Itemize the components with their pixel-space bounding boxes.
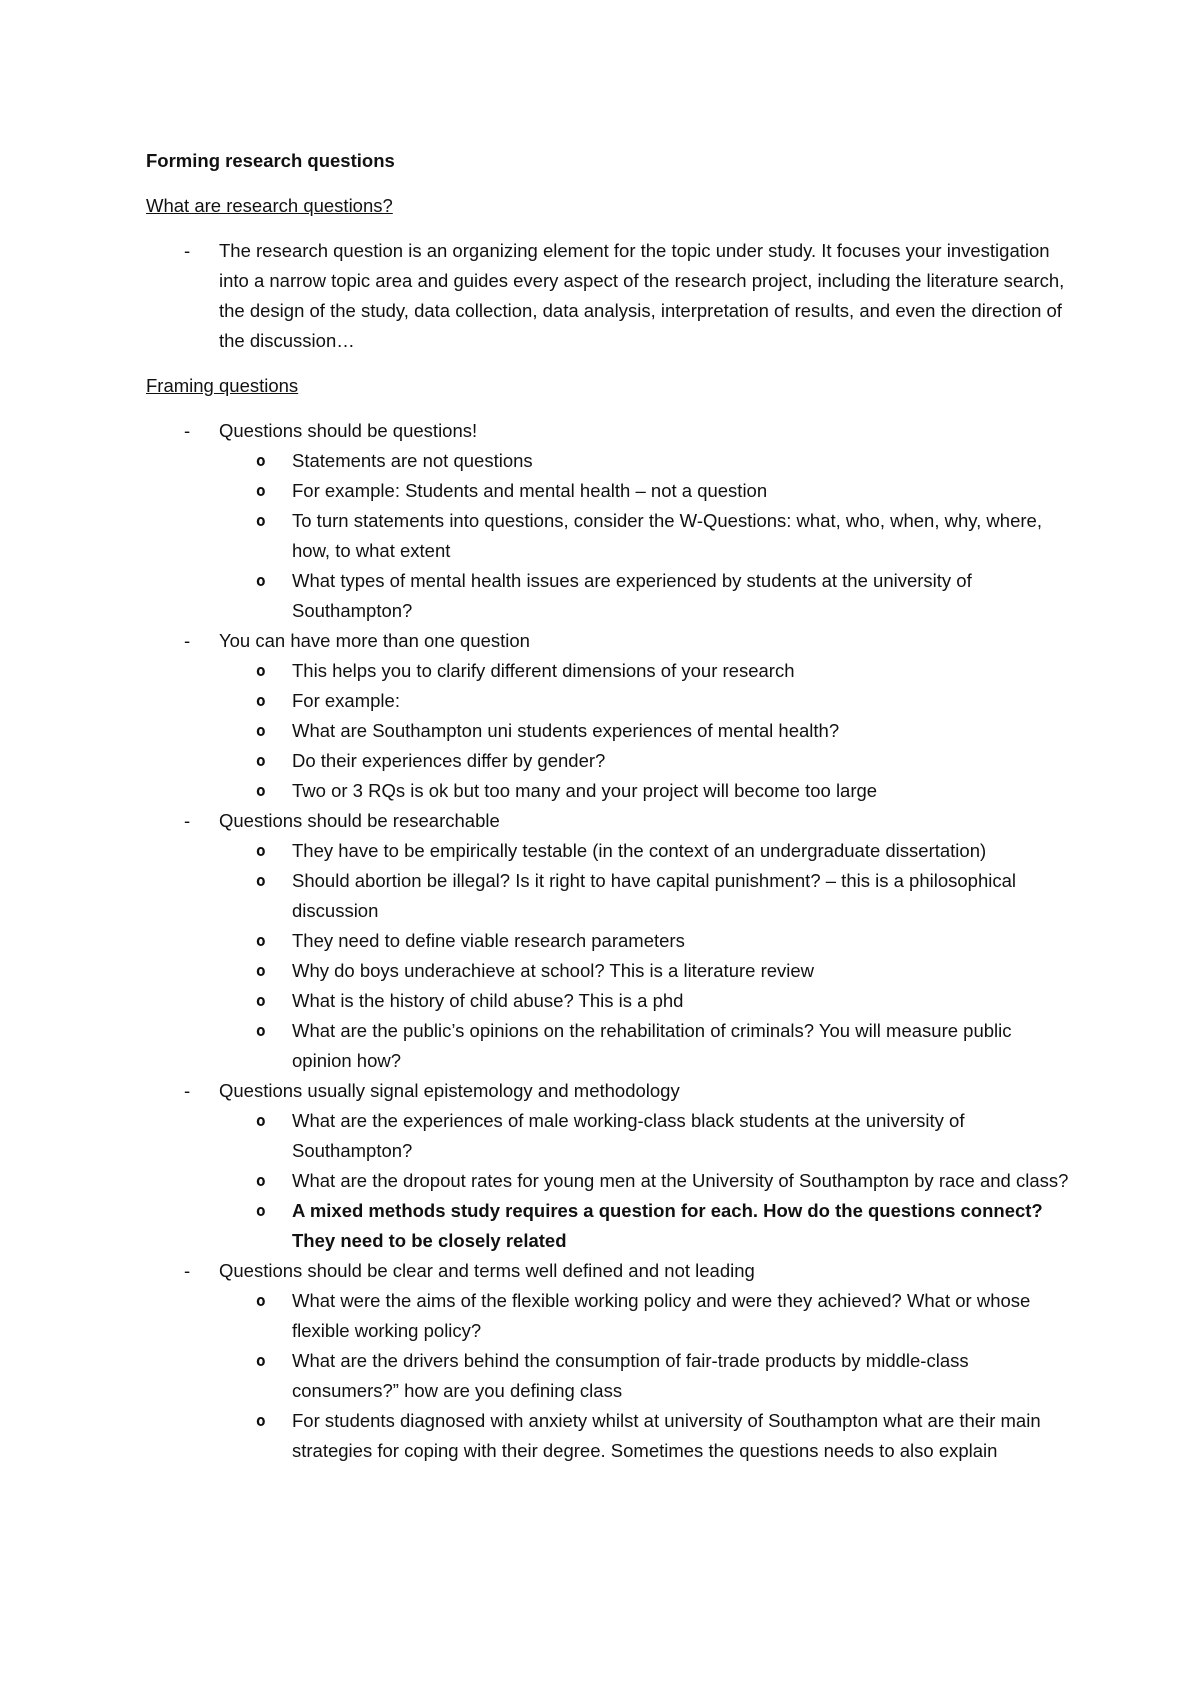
sub-list-item [146, 1346, 1076, 1406]
circle-bullet: o [256, 1111, 266, 1130]
sub-list-item [146, 686, 1076, 716]
sub-list [219, 1286, 1076, 1466]
sub-list-item-text: They have to be empirically testable (in the context of an undergraduate dissertation) [292, 840, 987, 861]
sub-list-item-text: Should abortion be illegal? Is it right to have capital punishment? – this is a philosophical discussion [292, 870, 1017, 921]
sub-list-item [146, 1196, 1076, 1256]
circle-bullet: o [256, 781, 266, 800]
sub-list-item [146, 926, 1076, 956]
sub-list-item [146, 716, 1076, 746]
sub-list-item-text: They need to define viable research parameters [292, 930, 685, 951]
sub-list-item-text: This helps you to clarify different dimensions of your research [292, 660, 795, 681]
sub-list-item-text: What were the aims of the flexible working policy and were they achieved? What or whose flexible working policy? [292, 1290, 1031, 1341]
circle-bullet: o [256, 751, 266, 770]
document-body [146, 146, 1076, 1466]
dash-bullet: - [184, 810, 191, 831]
circle-bullet: o [256, 451, 266, 470]
circle-bullet: o [256, 931, 266, 950]
list-item [146, 236, 1076, 356]
circle-bullet: o [256, 1201, 266, 1220]
sub-list-item [146, 836, 1076, 866]
circle-bullet: o [256, 481, 266, 500]
list-item-text: Questions usually signal epistemology and methodology [219, 1080, 680, 1101]
section-heading-what-are-research-questions: What are research questions? [146, 195, 393, 216]
list-item-text: Questions should be questions! [219, 420, 478, 441]
sub-list-item [146, 746, 1076, 776]
document-title: Forming research questions [146, 150, 395, 171]
sub-list-item-text: Two or 3 RQs is ok but too many and your project will become too large [292, 780, 878, 801]
circle-bullet: o [256, 841, 266, 860]
sub-list-item-text: What are the dropout rates for young men at the University of Southampton by race and class? [292, 1170, 1069, 1191]
sub-list-item [146, 1286, 1076, 1346]
circle-bullet: o [256, 661, 266, 680]
sub-list-item-text: What are Southampton uni students experiences of mental health? [292, 720, 840, 741]
section-heading-framing-questions: Framing questions [146, 375, 299, 396]
sub-list-item-text: What are the public’s opinions on the rehabilitation of criminals? You will measure public opinion how? [292, 1020, 1012, 1071]
circle-bullet: o [256, 1351, 266, 1370]
sub-list-item-text: What is the history of child abuse? This is a phd [292, 990, 684, 1011]
list-item [146, 806, 1076, 1076]
sub-list-item [146, 476, 1076, 506]
circle-bullet: o [256, 721, 266, 740]
circle-bullet: o [256, 961, 266, 980]
dash-bullet: - [184, 420, 191, 441]
list-item [146, 1076, 1076, 1256]
circle-bullet: o [256, 571, 266, 590]
sub-list-item [146, 1166, 1076, 1196]
sub-list-item-text: To turn statements into questions, consider the W-Questions: what, who, when, why, where, how, to what extent [292, 510, 1042, 561]
list-item-text: Questions should be researchable [219, 810, 500, 831]
circle-bullet: o [256, 1021, 266, 1040]
circle-bullet: o [256, 691, 266, 710]
sub-list-item [146, 986, 1076, 1016]
sub-list-item-text: What are the drivers behind the consumption of fair-trade products by middle-class consumers?” how are you defining class [292, 1350, 969, 1401]
list-item [146, 1256, 1076, 1466]
list-item [146, 626, 1076, 806]
circle-bullet: o [256, 1171, 266, 1190]
circle-bullet: o [256, 1291, 266, 1310]
sub-list [219, 656, 1076, 806]
list-item [146, 416, 1076, 626]
sub-list-item-text: What types of mental health issues are experienced by students at the university of Southampton? [292, 570, 972, 621]
dash-bullet: - [184, 240, 191, 261]
sub-list-item [146, 866, 1076, 926]
dash-bullet: - [184, 1260, 191, 1281]
sub-list-item-text: For example: [292, 690, 400, 711]
circle-bullet: o [256, 871, 266, 890]
sub-list-item-text: For example: Students and mental health – not a question [292, 480, 768, 501]
sub-list-item [146, 446, 1076, 476]
sub-list [219, 1106, 1076, 1256]
sub-list-item [146, 656, 1076, 686]
sub-list-item-text: Why do boys underachieve at school? This is a literature review [292, 960, 815, 981]
sub-list [219, 836, 1076, 1076]
list-item-text: The research question is an organizing element for the topic under study. It focuses your investigation into a narrow topic area and guides every aspect of the research project, including the literature search, the design of the study, data collection, data analysis, interpretation of results, and even the direction of the discussion… [219, 240, 1065, 351]
circle-bullet: o [256, 511, 266, 530]
section-2-list [146, 416, 1076, 1466]
sub-list-item [146, 506, 1076, 566]
sub-list-item [146, 1106, 1076, 1166]
sub-list-item [146, 956, 1076, 986]
dash-bullet: - [184, 1080, 191, 1101]
section-1-list [146, 236, 1076, 356]
list-item-text: You can have more than one question [219, 630, 530, 651]
sub-list-item-text: Do their experiences differ by gender? [292, 750, 606, 771]
sub-list-item [146, 1016, 1076, 1076]
circle-bullet: o [256, 1411, 266, 1430]
list-item-text: Questions should be clear and terms well defined and not leading [219, 1260, 755, 1281]
sub-list-item-text: For students diagnosed with anxiety whilst at university of Southampton what are their main strategies for coping with their degree. Sometimes the questions needs to also explain [292, 1410, 1041, 1461]
sub-list-item-text: What are the experiences of male working-class black students at the university of Southampton? [292, 1110, 965, 1161]
sub-list-item [146, 1406, 1076, 1466]
sub-list [219, 446, 1076, 626]
sub-list-item [146, 566, 1076, 626]
circle-bullet: o [256, 991, 266, 1010]
sub-list-item [146, 776, 1076, 806]
dash-bullet: - [184, 630, 191, 651]
sub-list-item-text: Statements are not questions [292, 450, 533, 471]
sub-list-item-text-bold: A mixed methods study requires a question for each. How do the questions connect? They need to be closely related [292, 1200, 1043, 1251]
